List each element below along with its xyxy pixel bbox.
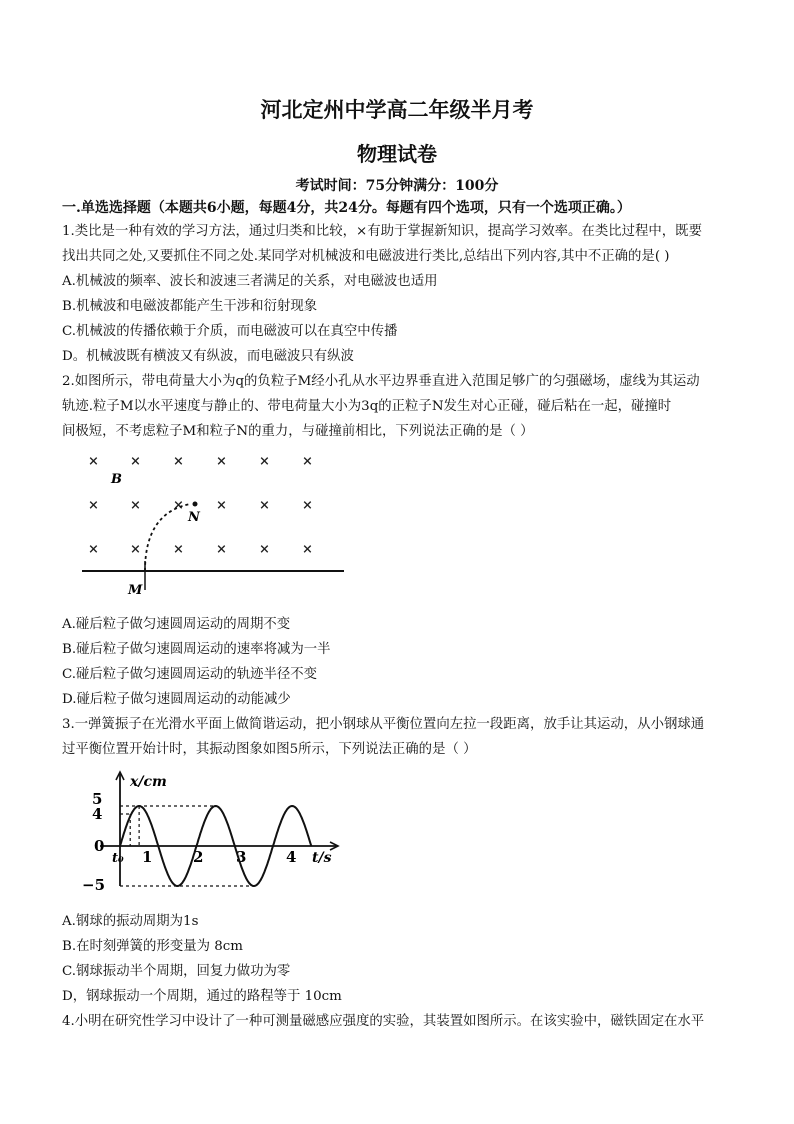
q1-option-d: D。机械波既有横波又有纵波，而电磁波只有纵波 <box>62 349 354 364</box>
q4-stem-line1: 4.小明在研究性学习中设计了一种可测量磁感应强度的实验，其装置如图所示。在该实验中，磁铁固定在水平 <box>62 1014 705 1029</box>
exam-school-title: 河北定州中学高二年级半月考 <box>260 97 534 122</box>
q1-stem-line2: 找出共同之处,又要抓住不同之处.某同学对机械波和电磁波进行类比,总结出下列内容,其中不正确的是( ) <box>62 249 670 264</box>
y-tick-label: 4 <box>92 805 103 823</box>
section1-heading: 一.单选选择题（本题共6小题，每题4分，共24分。每题有四个选项，只有一个选项正确。） <box>62 200 631 216</box>
x-tick-label: 2 <box>193 848 204 866</box>
q3-option-a: A.钢球的振动周期为1s <box>62 914 199 929</box>
q2-stem-line2: 轨迹.粒子M以水平速度与静止的、带电荷量大小为3q的正粒子N发生对心正碰，碰后粘在一起，碰撞时 <box>62 399 672 414</box>
y-tick-label: 0 <box>94 837 105 855</box>
field-mark: × <box>88 542 99 557</box>
vibration-chart <box>80 768 350 898</box>
y-tick-label: −5 <box>82 876 106 894</box>
field-mark: × <box>173 542 184 557</box>
q3-option-d: D，钢球振动一个周期，通过的路程等于 10cm <box>62 989 342 1004</box>
q1-option-b: B.机械波和电磁波都能产生干涉和衍射现象 <box>62 299 318 314</box>
label-n: N <box>188 510 200 525</box>
q3-option-c: C.钢球振动半个周期，回复力做功为零 <box>62 964 291 979</box>
field-mark: × <box>259 542 270 557</box>
field-marks <box>88 454 313 557</box>
x-tick-label: 4 <box>286 848 297 866</box>
field-mark: × <box>302 498 313 513</box>
field-mark: × <box>259 498 270 513</box>
exam-subject-title: 物理试卷 <box>357 142 437 166</box>
field-mark: × <box>88 498 99 513</box>
exam-info: 考试时间：75分钟满分：100分 <box>295 178 499 194</box>
particle-n-dot <box>193 502 198 507</box>
y-axis-label: x/cm <box>130 774 167 790</box>
x-tick-label: 3 <box>236 848 247 866</box>
field-mark: × <box>173 498 184 513</box>
q2-stem-line1: 2.如图所示，带电荷量大小为q的负粒子M经小孔从水平边界垂直进入范围足够广的匀强磁场，虚线为其运动 <box>62 374 700 389</box>
trajectory-path <box>145 504 190 571</box>
label-b: B <box>111 472 122 487</box>
q2-option-a: A.碰后粒子做匀速圆周运动的周期不变 <box>62 617 291 632</box>
field-mark: × <box>173 454 184 469</box>
field-mark: × <box>259 454 270 469</box>
x-axis-label: t/s <box>312 850 332 866</box>
y-tick-label: 5 <box>92 790 103 808</box>
x-tick-label: t₀ <box>112 851 124 866</box>
q3-option-b: B.在时刻弹簧的形变量为 8cm <box>62 939 243 954</box>
field-mark: × <box>130 542 141 557</box>
q3-stem-line1: 3.一弹簧振子在光滑水平面上做简谐运动，把小钢球从平衡位置向左拉一段距离，放手让其运动，从小钢球通 <box>62 717 705 732</box>
q2-stem-line3: 间极短，不考虑粒子M和粒子N的重力，与碰撞前相比，下列说法正确的是（ ） <box>62 424 534 439</box>
label-m: M <box>128 583 143 598</box>
q2-option-d: D.碰后粒子做匀速圆周运动的动能减少 <box>62 692 291 707</box>
x-tick-label: 1 <box>142 848 153 866</box>
field-mark: × <box>216 454 227 469</box>
q2-option-c: C.碰后粒子做匀速圆周运动的轨迹半径不变 <box>62 667 318 682</box>
magnetic-field-figure <box>78 448 348 603</box>
q1-option-a: A.机械波的频率、波长和波速三者满足的关系，对电磁波也适用 <box>62 274 438 289</box>
field-mark: × <box>130 498 141 513</box>
field-mark: × <box>216 498 227 513</box>
field-mark: × <box>130 454 141 469</box>
field-mark: × <box>216 542 227 557</box>
field-mark: × <box>302 542 313 557</box>
q2-option-b: B.碰后粒子做匀速圆周运动的速率将减为一半 <box>62 642 331 657</box>
field-mark: × <box>88 454 99 469</box>
q1-option-c: C.机械波的传播依赖于介质，而电磁波可以在真空中传播 <box>62 324 398 339</box>
q3-stem-line2: 过平衡位置开始计时，其振动图象如图5所示，下列说法正确的是（ ） <box>62 742 477 757</box>
field-mark: × <box>302 454 313 469</box>
q1-stem-line1: 1.类比是一种有效的学习方法，通过归类和比较，×有助于掌握新知识，提高学习效率。在类比过程中，既要 <box>62 224 702 239</box>
